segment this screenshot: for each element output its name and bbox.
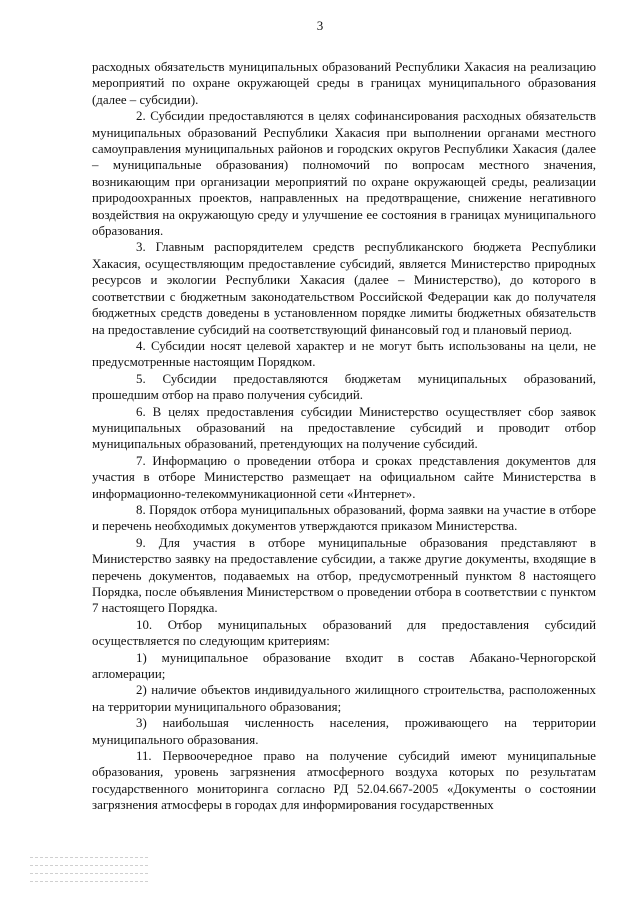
paragraph-10: 10. Отбор муниципальных образований для предоставления субсидий осуществляется по следующим критериям: bbox=[92, 617, 596, 649]
registration-stamp-mark bbox=[30, 850, 148, 884]
paragraph-3: 3. Главным распорядителем средств республиканского бюджета Республики Хакасия, осуществляющим предоставление субсидий, является Министерство природных ресурсов и экологии Республики Хакасия (далее – Министерство), до которого в соответствии с бюджетным законодательством Российской Федерации как до получателя бюджетных средств доведены в установленном порядке лимиты бюджетных обязательств на предоставление субсидий на соответствующий финансовый год и плановый период. bbox=[92, 240, 596, 337]
paragraph-1-continuation: расходных обязательств муниципальных образований Республики Хакасия на реализацию мероприятий по охране окружающей среды в границах муниципального образования (далее – субсидии). bbox=[92, 60, 596, 107]
criterion-2: 2) наличие объектов индивидуального жилищного строительства, расположенных на территории муниципального образования; bbox=[92, 683, 596, 714]
paragraph-5: 5. Субсидии предоставляются бюджетам муниципальных образований, прошедшим отбор на право получения субсидий. bbox=[92, 371, 596, 403]
paragraph-4: 4. Субсидии носят целевой характер и не могут быть использованы на цели, не предусмотренные настоящим Порядком. bbox=[92, 338, 596, 370]
document-body bbox=[92, 59, 596, 814]
criterion-3: 3) наибольшая численность населения, проживающего на территории муниципального образования. bbox=[92, 716, 596, 747]
paragraph-9: 9. Для участия в отборе муниципальные образования представляют в Министерство заявку на предоставление субсидии, а также другие документы, входящие в перечень документов, подаваемых на отбор, предусмотренный пунктом 8 настоящего Порядка, после объявления Министерством о проведении отбора в соответствии с пунктом 7 настоящего Порядка. bbox=[92, 535, 596, 616]
paragraph-6: 6. В целях предоставления субсидии Министерство осуществляет сбор заявок муниципальных образований на предоставление субсидий и проводит отбор муниципальных образований, претендующих на получение субсидий. bbox=[92, 404, 596, 452]
paragraph-7: 7. Информацию о проведении отбора и сроках представления документов для участия в отборе Министерство размещает на официальном сайте Министерства в информационно-телекоммуникационной сети «Интернет». bbox=[92, 453, 596, 501]
paragraph-2: 2. Субсидии предоставляются в целях софинансирования расходных обязательств муниципальных образований Республики Хакасия при выполнении органами местного самоуправления муниципальных районов и городских округов Республики Хакасия (далее – муниципальные образования) полномочий по вопросам местного значения, возникающим при организации мероприятий по охране окружающей среды, реализации природоохранных проектов, направленных на предотвращение, снижение негативного воздействия на окружающую среду и улучшение ее состояния в границах муниципального образования. bbox=[92, 109, 596, 239]
criterion-1: 1) муниципальное образование входит в состав Абакано-Черногорской агломерации; bbox=[92, 650, 596, 682]
page-number: 3 bbox=[316, 18, 324, 33]
paragraph-8: 8. Порядок отбора муниципальных образований, форма заявки на участие в отборе и перечень необходимых документов утверждаются приказом Министерства. bbox=[92, 502, 596, 534]
paragraph-11: 11. Первоочередное право на получение субсидий имеют муниципальные образования, уровень загрязнения атмосферного воздуха которых по результатам государственного мониторинга согласно РД 52.04.667-2005 «Документы о состоянии загрязнения атмосферы в городах для информирования государственных bbox=[92, 749, 596, 813]
